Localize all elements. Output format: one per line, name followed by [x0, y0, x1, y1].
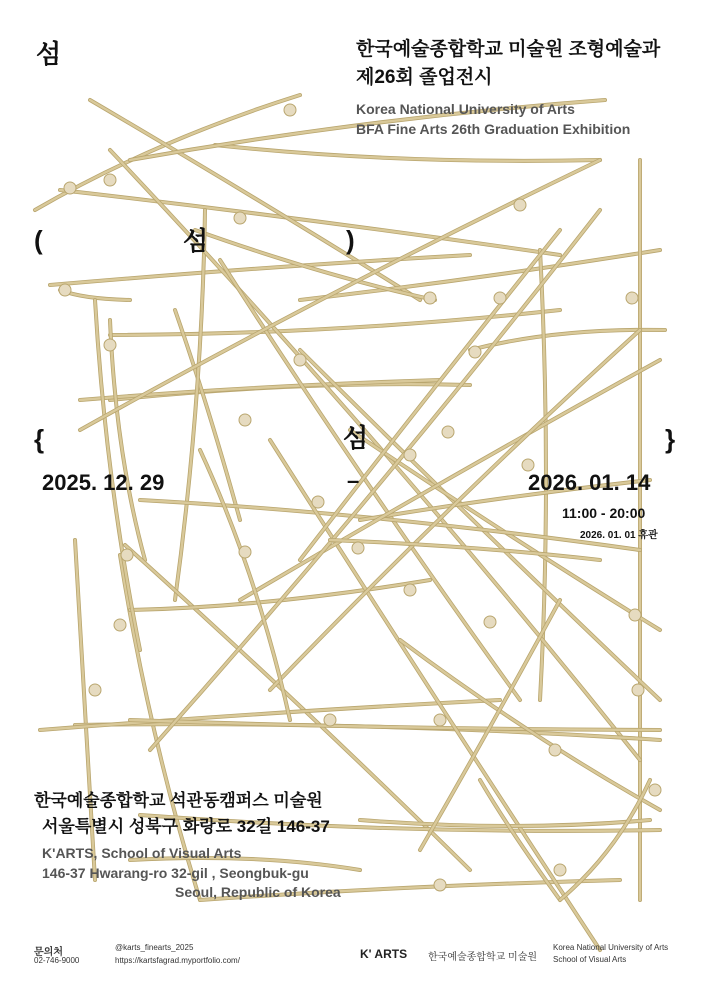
bamboo-knot — [404, 584, 416, 596]
bamboo-knot — [424, 292, 436, 304]
bamboo-knot — [649, 784, 661, 796]
bamboo-knot — [284, 104, 296, 116]
date-dash: – — [347, 468, 360, 493]
title-english-line1: Korea National University of Arts — [356, 101, 575, 117]
bamboo-knot — [434, 714, 446, 726]
bamboo-knot — [294, 354, 306, 366]
venue-english-line3: Seoul, Republic of Korea — [175, 884, 341, 900]
bamboo-stick — [215, 145, 600, 161]
contact-label: 문의처 — [34, 947, 63, 958]
bamboo-stick-edge — [110, 320, 145, 560]
date-start: 2025. 12. 29 — [42, 470, 165, 495]
bamboo-knot — [549, 744, 561, 756]
bamboo-knot — [324, 714, 336, 726]
bamboo-knot — [239, 414, 251, 426]
venue-korean-line2: 서울특별시 성북구 화랑로 32길 146-37 — [42, 817, 330, 836]
title-korean-line1: 한국예술종합학교 미술원 조형예술과 — [356, 39, 661, 60]
school-name-english-line2: School of Visual Arts — [553, 955, 627, 964]
contact-phone: 02-746-9000 — [34, 956, 80, 965]
bamboo-knot — [114, 619, 126, 631]
bamboo-stick — [175, 210, 205, 600]
brace-word: 섬 — [343, 423, 369, 453]
bamboo-knot — [404, 449, 416, 461]
school-name-korean: 한국예술종합학교 미술원 — [428, 952, 538, 963]
closed-day: 2026. 01. 01 휴관 — [580, 530, 658, 541]
bamboo-knot — [89, 684, 101, 696]
paren-close: ) — [346, 225, 355, 255]
venue-english-line1: K'ARTS, School of Visual Arts — [42, 845, 242, 861]
instagram-handle[interactable]: @karts_finearts_2025 — [115, 943, 194, 952]
bamboo-knot — [484, 616, 496, 628]
bamboo-knot — [554, 864, 566, 876]
title-english-line2: BFA Fine Arts 26th Graduation Exhibition — [356, 121, 631, 137]
brace-close: } — [665, 424, 676, 454]
date-end: 2026. 01. 14 — [528, 470, 651, 495]
bamboo-knot — [626, 292, 638, 304]
brace-open: { — [34, 424, 45, 454]
bamboo-knot — [121, 549, 133, 561]
bamboo-knot — [104, 339, 116, 351]
school-name-english-line1: Korea National University of Arts — [553, 943, 669, 952]
bamboo-knot — [629, 609, 641, 621]
bamboo-knot — [514, 199, 526, 211]
bamboo-knot — [104, 174, 116, 186]
opening-hours: 11:00 - 20:00 — [562, 505, 646, 521]
bamboo-stick — [270, 440, 600, 950]
bamboo-knot — [494, 292, 506, 304]
corner-title: 섬 — [36, 39, 62, 69]
title-korean-line2: 제26회 졸업전시 — [356, 67, 493, 88]
bamboo-knot — [469, 346, 481, 358]
bamboo-knot — [64, 182, 76, 194]
venue-korean-line1: 한국예술종합학교 석관동캠퍼스 미술원 — [34, 791, 323, 810]
bamboo-stick — [110, 320, 145, 560]
bamboo-knot — [352, 542, 364, 554]
bamboo-knot — [234, 212, 246, 224]
venue-english-line2: 146-37 Hwarang-ro 32-gil , Seongbuk-gu — [42, 865, 309, 881]
bamboo-knot — [59, 284, 71, 296]
bamboo-knot — [442, 426, 454, 438]
karts-logo: K' ARTS — [360, 947, 408, 961]
paren-word: 섬 — [183, 226, 209, 256]
paren-open: ( — [34, 225, 43, 255]
bamboo-stick-edge — [175, 210, 205, 600]
bamboo-knot — [312, 496, 324, 508]
bamboo-knot — [239, 546, 251, 558]
bamboo-knot — [632, 684, 644, 696]
bamboo-knot — [434, 879, 446, 891]
portfolio-link[interactable]: https://kartsfagrad.myportfolio.com/ — [115, 956, 240, 965]
